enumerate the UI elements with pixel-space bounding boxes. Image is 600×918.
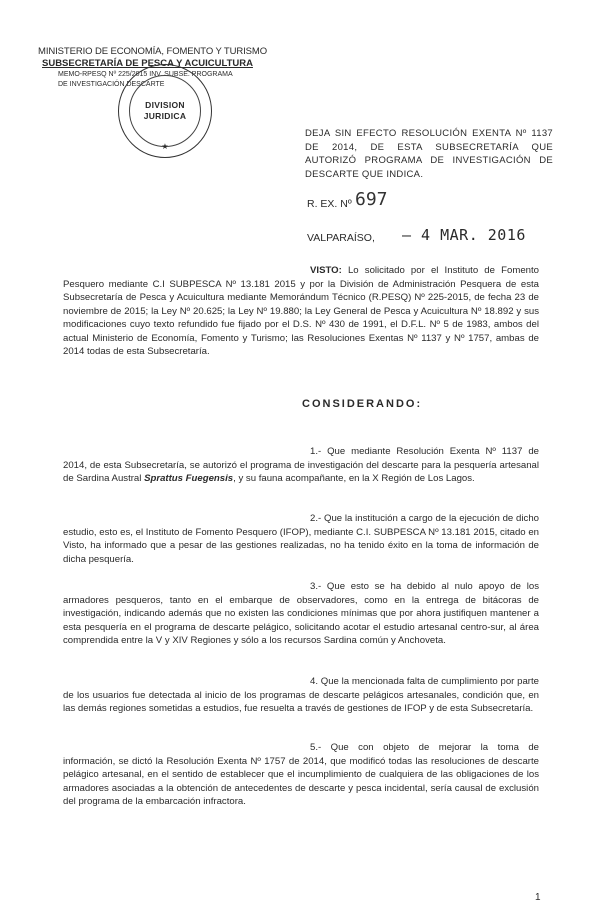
considerando-paragraph-2: 2.- Que la institución a cargo de la ejecución de dicho estudio, esto es, el Instituto de Fomento Pesquero (IFOP), mediante C.I. SUBPESCA Nº 13.181 2015, citado en Visto, ha informado que a pesar de las gestiones realizadas, no ha tenido éxito en la toma de información de dicha pesquería.: [63, 513, 539, 565]
resolution-number: 697: [355, 189, 388, 210]
ministry-name: MINISTERIO DE ECONOMÍA, FOMENTO Y TURISMO: [38, 46, 268, 57]
visto-paragraph: [63, 264, 539, 359]
considerando-paragraph-5: 5.- Que con objeto de mejorar la toma de información, se dictó la Resolución Exenta Nº 1757 de 2014, que modificó todas las resoluciones de descarte pelágico artesanal, en el sentido de establecer que el incumplimiento de cualquiera de las obligaciones de los armadores asociadas a la obtención de antecedentes de descarte y pesca incidental, sería causal de exclusión del programa de la embarcación infractora.: [63, 742, 539, 807]
considerando-paragraph-4: 4. Que la mencionada falta de cumplimiento por parte de los usuarios fue detectada al inicio de los programas de descarte pelágicos artesanales, condición que, en las demás regiones sometidas a estudios, fue resuelta a través de gestiones de IFOP y de esta Subsecretaría.: [63, 676, 539, 714]
p1-text-a: 1.- Que mediante Resolución Exenta Nº 1137 de 2014, de esta Subsecretaría, se autorizó el programa de investigación del descarte para la pesquería artesanal de Sardina Austral: [63, 446, 539, 484]
subsecretaria-name: SUBSECRETARÍA DE PESCA Y ACUICULTURA: [42, 58, 253, 69]
resolution-subject: DEJA SIN EFECTO RESOLUCIÓN EXENTA Nº 1137 DE 2014, DE ESTA SUBSECRETARÍA QUE AUTORIZÓ PROGRAMA DE INVESTIGACIÓN DE DESCARTE QUE INDICA.: [305, 128, 553, 180]
considerando-heading: CONSIDERANDO:: [302, 398, 423, 410]
resolution-label: R. EX. Nº: [307, 198, 352, 210]
visto-text: Lo solicitado por el Instituto de Fomento Pesquero mediante C.I SUBPESCA Nº 13.181 2015 y por la División de Administración Pesquera de esta Subsecretaría de Pesca y Acuicultura mediante Memorándum Técnico (R.PESQ) Nº 225-2015, de fecha 23 de noviembre de 2015; la Ley Nº 20.625; la Ley Nº 19.880; la Ley General de Pesca y Acuicultura Nº 18.892 y sus modificaciones cuyo texto refundido fue fijado por el D.S. Nº 430 de 1991, el D.F.L. Nº 5 de 1983, ambos del actual Ministerio de Economía, Fomento y Turismo; las Resoluciones Exentas Nº 1137 y Nº 1757, ambas de 2014 todas de esta Subsecretaría.: [63, 265, 539, 357]
considerando-paragraph-3: 3.- Que esto se ha debido al nulo apoyo de los armadores pesqueros, tanto en el embarque de observadores, como en la entrega de bitácoras de investigación, indicando además que no existen las condiciones mínimas que por ahora justifiquen mantener a esta pesquería en el programa de descarte pelágico, solicitando acotar el estudio artesanal centro-sur, al área comprendida entre la V y XIV Regiones y sólo a los recursos Sardina común y Anchoveta.: [63, 581, 539, 646]
memo-reference-2: DE INVESTIGACIÓN DESCARTE: [58, 81, 165, 88]
stamp-line-2: JURIDICA: [143, 111, 187, 121]
considerando-paragraph-1: [63, 445, 539, 486]
p1-species: Sprattus Fuegensis: [144, 473, 234, 484]
stamp-line-1: DIVISION: [145, 100, 185, 110]
page-number: 1: [535, 892, 541, 903]
division-juridica-stamp: [118, 64, 212, 158]
memo-reference: MEMO-RPESQ Nº 225/2015 INV. SUBSE. PROGRAMA: [58, 71, 233, 78]
stamp-star-icon: ★: [161, 142, 169, 151]
date-stamp: – 4 MAR. 2016: [402, 226, 526, 244]
p1-text-b: , y su fauna acompañante, en la X Región de Los Lagos.: [233, 473, 475, 484]
stamp-inner-ring: [129, 75, 201, 147]
place: VALPARAÍSO,: [307, 232, 375, 244]
visto-lead: VISTO:: [310, 265, 342, 276]
place-date-line: [307, 226, 526, 244]
resolution-number-line: [307, 189, 388, 210]
